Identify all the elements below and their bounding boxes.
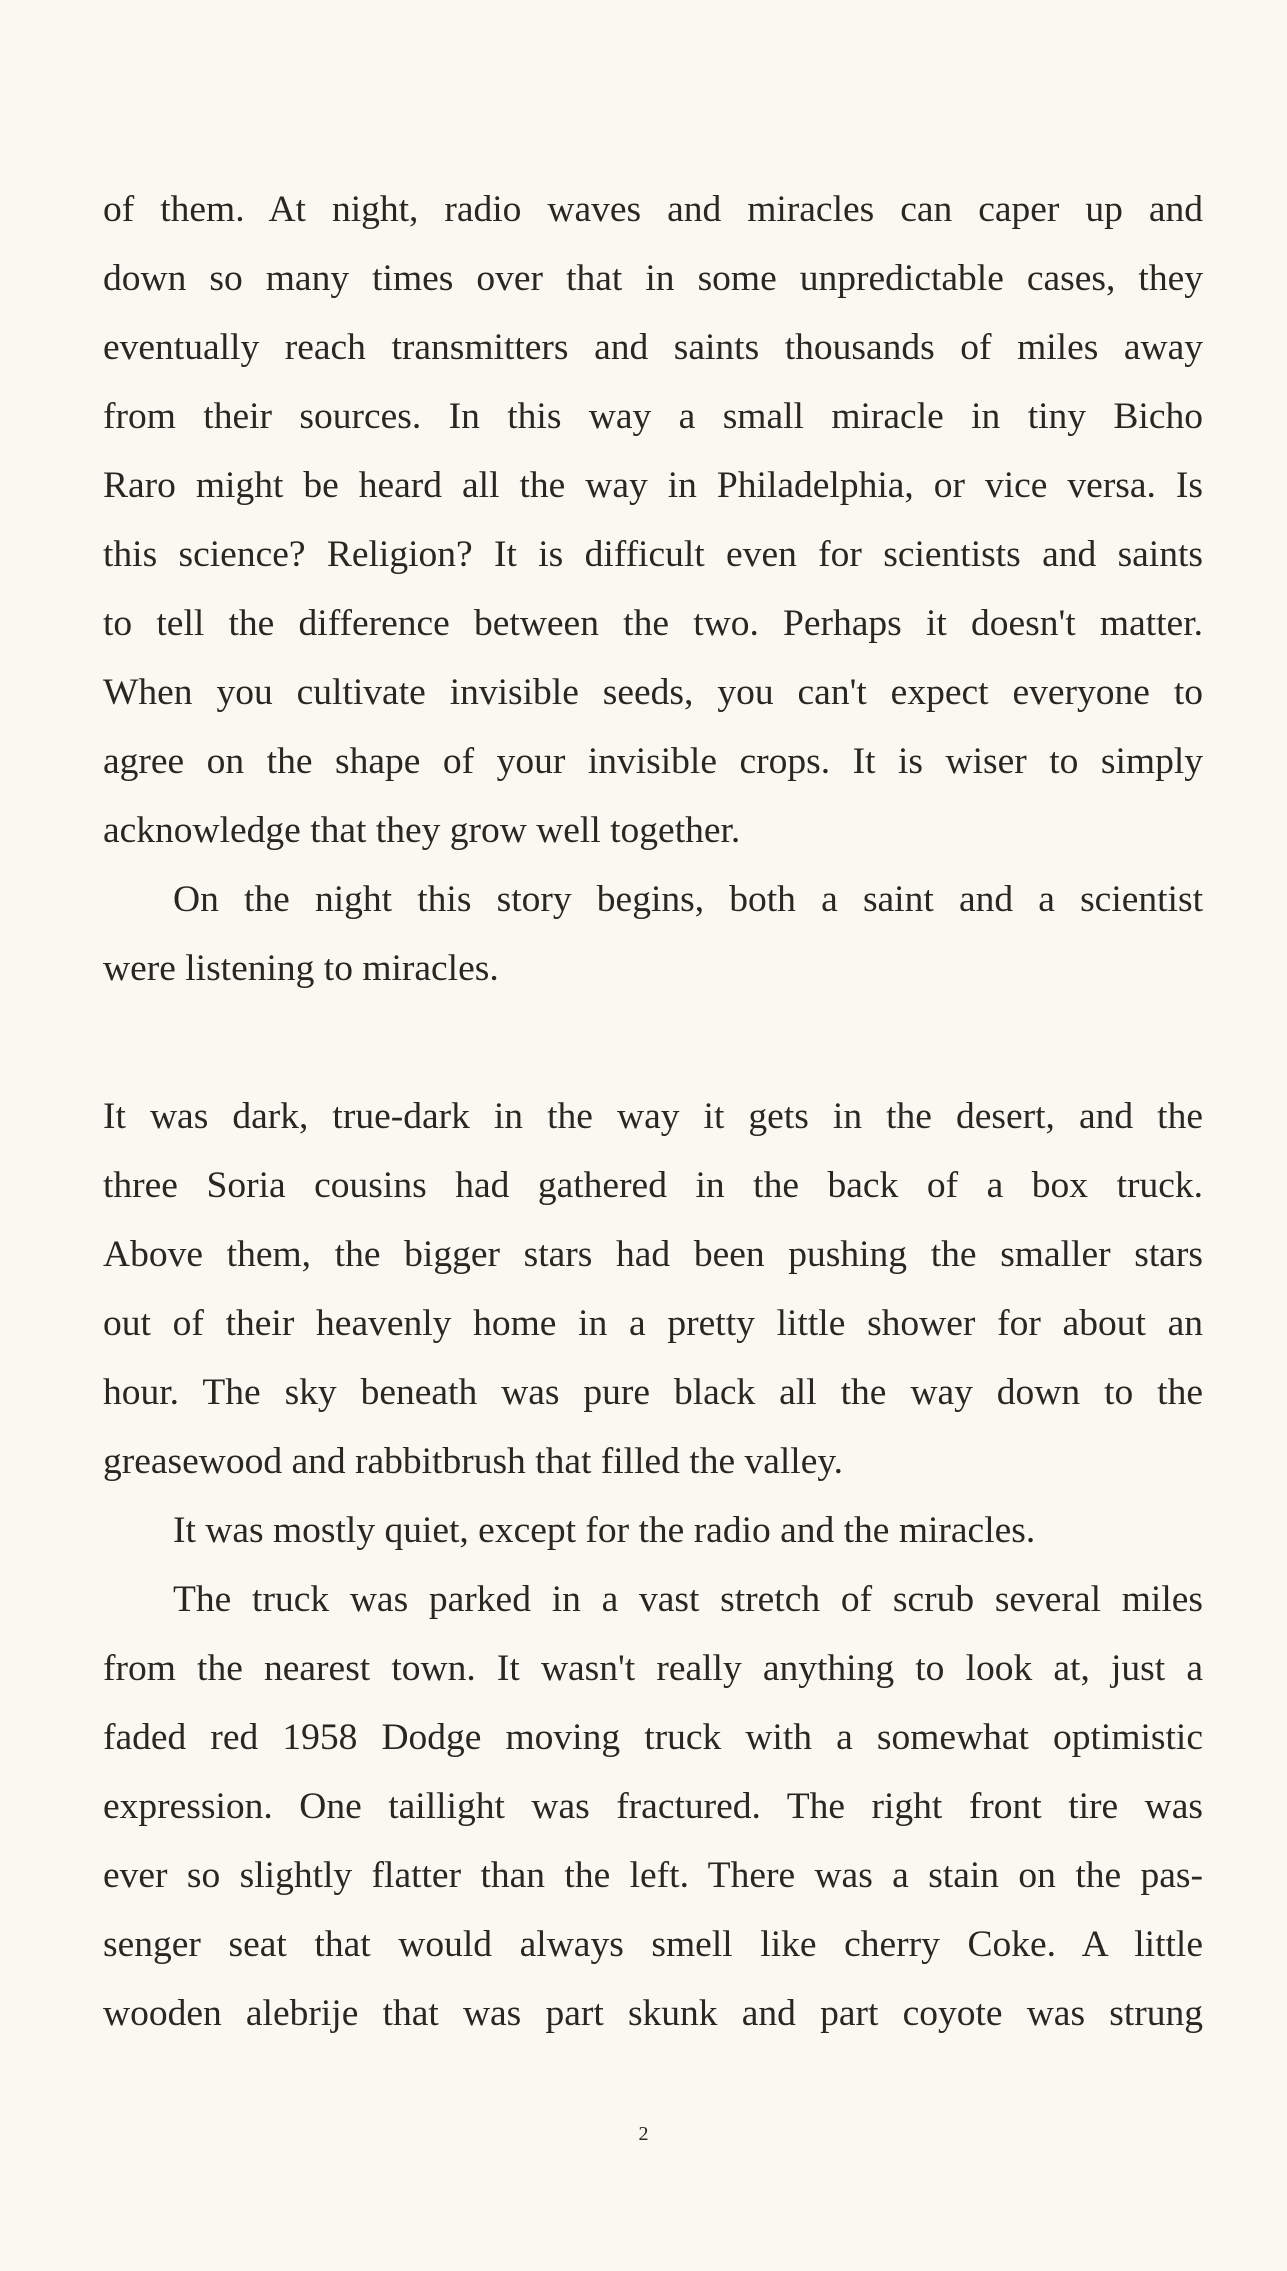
page-number: 2 [638, 2123, 649, 2145]
text-line: It was mostly quiet, except for the radio and the miracles. [173, 1510, 1036, 1551]
text-line: wooden alebrije that was part skunk and part coyote was strung [103, 1993, 1203, 2034]
text-line: When you cultivate invisible seeds, you can't expect everyone to [103, 672, 1203, 713]
text-line: It was dark, true-dark in the way it gets in the desert, and the [103, 1096, 1203, 1137]
text-line: from the nearest town. It wasn't really anything to look at, just a [103, 1648, 1203, 1689]
text-line: senger seat that would always smell like cherry Coke. A little [103, 1924, 1203, 1965]
text-line: down so many times over that in some unpredictable cases, they [103, 258, 1203, 299]
text-line: of them. At night, radio waves and miracles can caper up and [103, 189, 1203, 230]
text-line: acknowledge that they grow well together. [103, 810, 741, 851]
text-line: faded red 1958 Dodge moving truck with a somewhat optimistic [103, 1717, 1203, 1758]
text-line: On the night this story begins, both a saint and a scientist [173, 879, 1203, 920]
text-line: were listening to miracles. [103, 948, 499, 989]
text-line: ever so slightly flatter than the left. There was a stain on the pas- [103, 1855, 1203, 1896]
text-line: three Soria cousins had gathered in the back of a box truck. [103, 1165, 1203, 1206]
text-line: The truck was parked in a vast stretch of scrub several miles [173, 1579, 1203, 1620]
text-line: to tell the difference between the two. Perhaps it doesn't matter. [103, 603, 1203, 644]
text-line: out of their heavenly home in a pretty little shower for about an [103, 1303, 1203, 1344]
text-line: agree on the shape of your invisible crops. It is wiser to simply [103, 741, 1203, 782]
text-line: Above them, the bigger stars had been pushing the smaller stars [103, 1234, 1203, 1275]
text-line: expression. One taillight was fractured. The right front tire was [103, 1786, 1203, 1827]
text-line: from their sources. In this way a small miracle in tiny Bicho [103, 396, 1203, 437]
text-section-2 [103, 1082, 1203, 2048]
text-line: this science? Religion? It is difficult even for scientists and saints [103, 534, 1203, 575]
text-line: eventually reach transmitters and saints thousands of miles away [103, 327, 1203, 368]
text-line: hour. The sky beneath was pure black all the way down to the [103, 1372, 1203, 1413]
text-section-1 [103, 175, 1203, 1003]
text-line: Raro might be heard all the way in Philadelphia, or vice versa. Is [103, 465, 1203, 506]
text-line: greasewood and rabbitbrush that filled the valley. [103, 1441, 844, 1482]
